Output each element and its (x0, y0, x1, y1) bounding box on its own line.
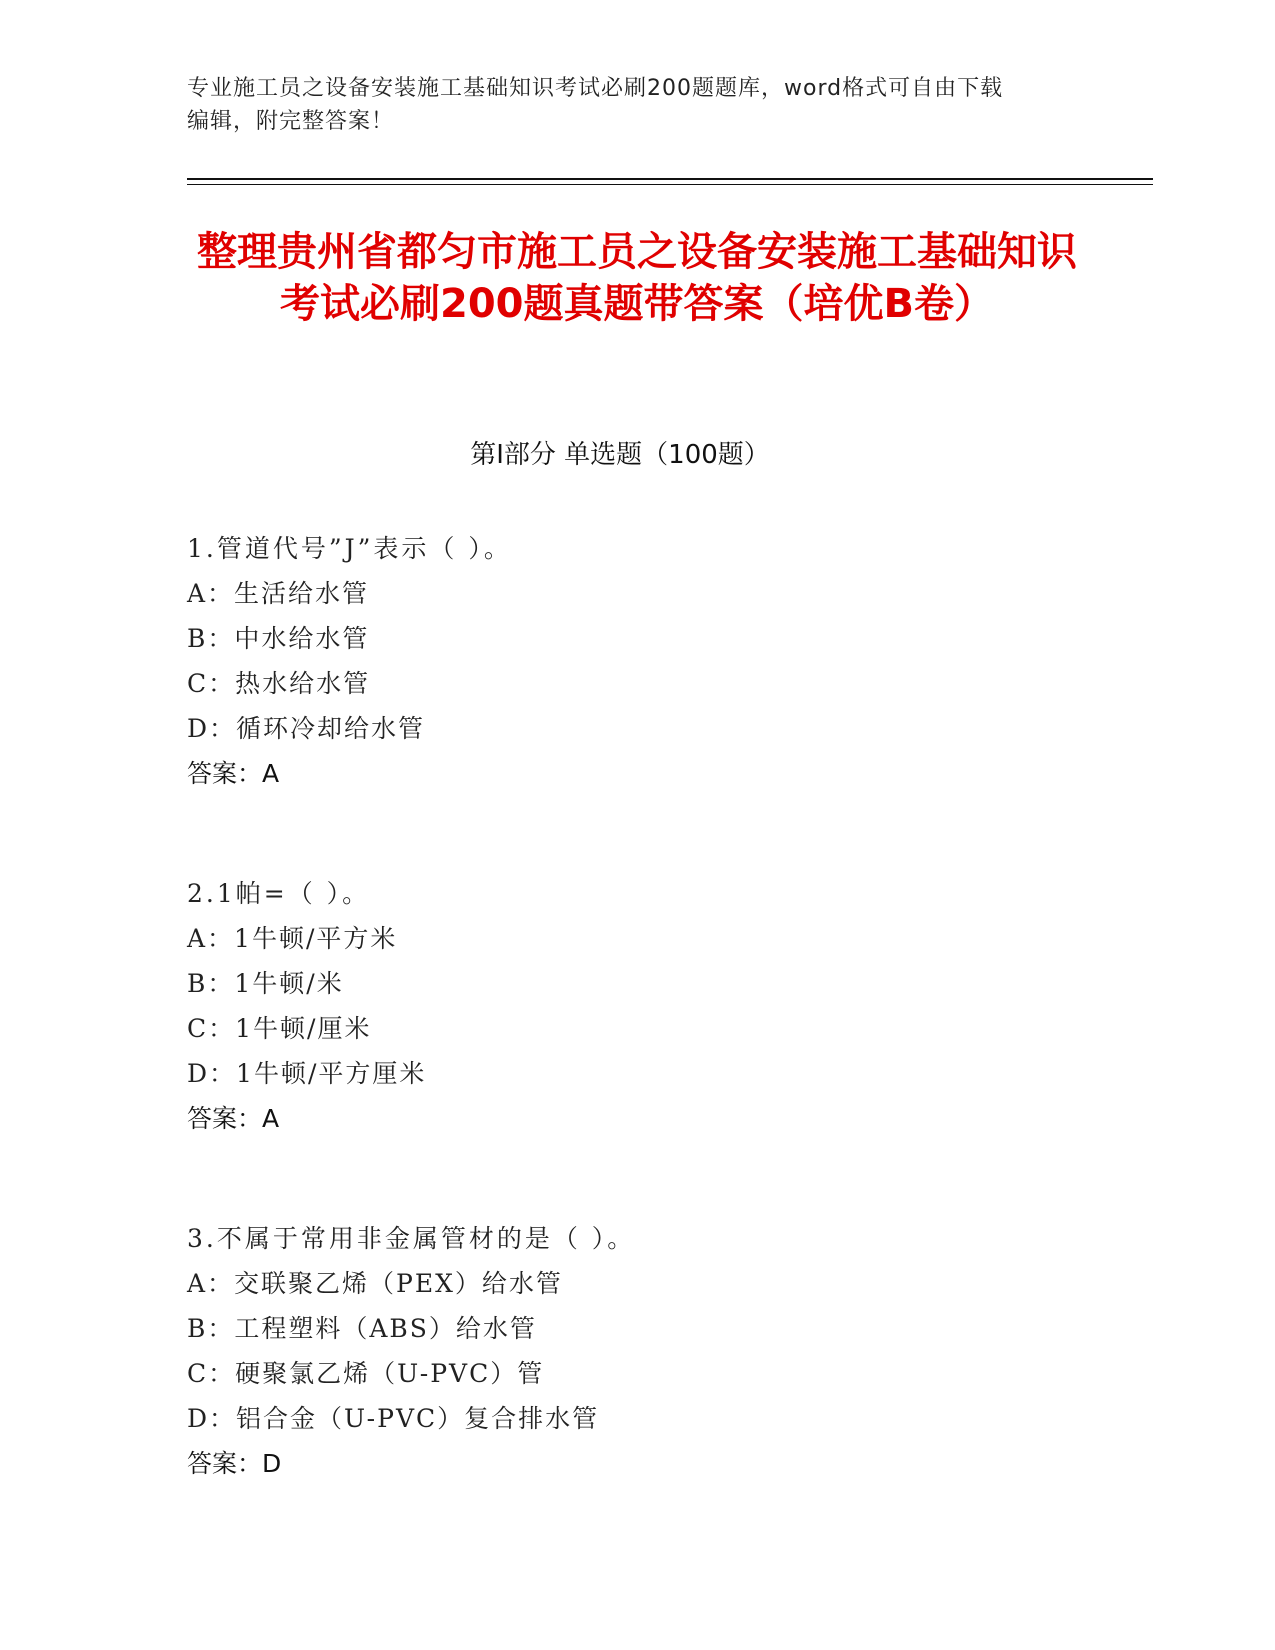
option-c: C：硬聚氯乙烯（U-PVC）管 (187, 1359, 545, 1388)
question-1 (187, 526, 1087, 796)
header-divider-thick (187, 178, 1153, 180)
question-2 (187, 871, 1087, 1141)
question-3 (187, 1216, 1087, 1486)
answer-label: 答案：A (187, 1104, 280, 1133)
option-a: A：生活给水管 (187, 579, 370, 608)
option-d: D：铝合金（U-PVC）复合排水管 (187, 1404, 600, 1433)
header-divider-thin (187, 184, 1153, 185)
question-list (187, 526, 1087, 1561)
question-stem: 3.不属于常用非金属管材的是（ ）。 (187, 1224, 636, 1253)
header-note-line-1: 专业施工员之设备安装施工基础知识考试必刷200题题库，word格式可自由下载 (187, 76, 1004, 101)
option-a: A：1牛顿/平方米 (187, 924, 398, 953)
option-c: C：热水给水管 (187, 669, 371, 698)
option-b: B：1牛顿/米 (187, 969, 344, 998)
option-d: D：循环冷却给水管 (187, 714, 426, 743)
header-note-line-2: 编辑，附完整答案！ (187, 109, 395, 134)
option-d: D：1牛顿/平方厘米 (187, 1059, 427, 1088)
section-title: 第Ⅰ部分 单选题（100题） (470, 440, 770, 470)
question-stem: 1.管道代号”J”表示（ ）。 (187, 534, 512, 563)
option-a: A：交联聚乙烯（PEX）给水管 (187, 1269, 563, 1298)
option-c: C：1牛顿/厘米 (187, 1014, 372, 1043)
header-note (187, 72, 1087, 138)
document-title: 整理贵州省都匀市施工员之设备安装施工基础知识考试必刷200题真题带答案（培优B卷） (197, 229, 1077, 327)
question-stem: 2.1帕=（ ）。 (187, 879, 371, 908)
answer-label: 答案：A (187, 759, 280, 788)
answer-label: 答案：D (187, 1449, 282, 1478)
option-b: B：工程塑料（ABS）给水管 (187, 1314, 537, 1343)
option-b: B：中水给水管 (187, 624, 370, 653)
